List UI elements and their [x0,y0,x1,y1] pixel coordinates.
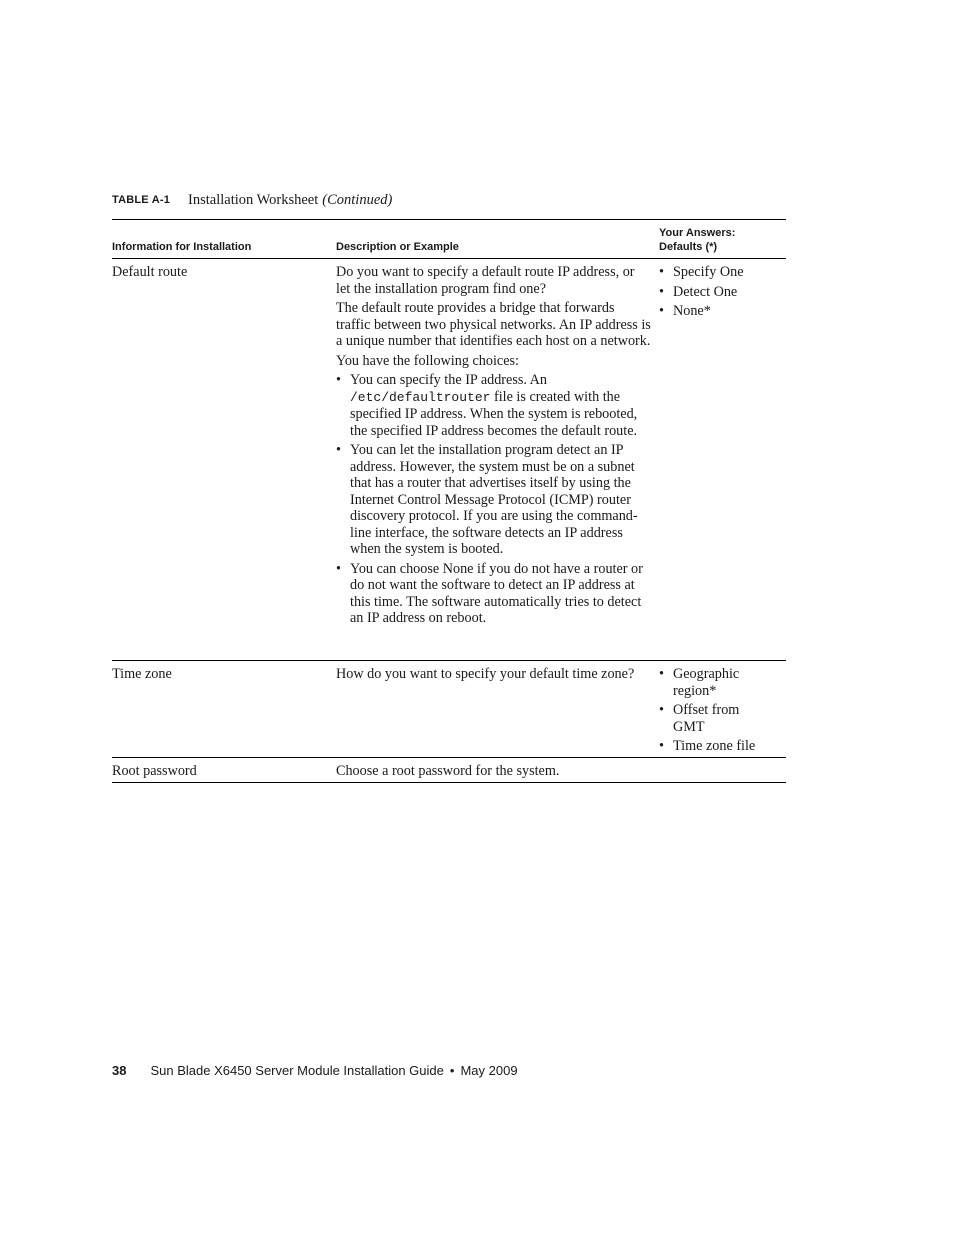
page-number: 38 [112,1063,127,1078]
answers-time-zone [659,666,774,758]
description-time-zone: How do you want to specify your default time zone? [336,666,635,682]
table-continued: (Continued) [322,192,393,208]
table-title: Installation Worksheet [188,192,319,208]
bullet-icon: • [336,560,341,577]
table-row-time-zone [112,661,786,758]
description-paragraph: You have the following choices: [336,352,519,369]
bullet-icon: • [336,372,341,388]
footer-separator: • [449,1063,455,1078]
answers-default-route [659,264,786,323]
installation-worksheet-table [112,219,786,783]
bullet-icon: • [659,303,664,319]
document-title: Sun Blade X6450 Server Module Installation Guide [150,1063,444,1078]
table-label: TABLE A-1 [112,194,171,206]
choice-text: file is created with the specified IP address. When the system is rebooted, the specified IP address becomes the default route. [350,388,638,439]
table-header-row [112,220,786,259]
header-answers-line2: Defaults (*) [659,241,718,253]
description-paragraph: Do you want to specify a default route IP address, or let the installation program find one? [336,264,635,297]
bullet-icon: • [659,283,664,300]
file-path: /etc/defaultrouter [350,389,491,405]
answer-option: • None* [659,303,711,319]
table-caption [112,191,392,211]
info-default-route: Default route [112,264,188,280]
choice-text: You can specify the IP address. An [350,372,548,388]
description-root-password: Choose a root password for the system. [336,763,560,779]
bullet-icon: • [659,738,664,754]
info-time-zone: Time zone [112,666,172,682]
info-root-password: Root password [112,763,197,779]
header-answers-line1: Your Answers: [659,227,736,239]
header-answers [659,226,786,254]
bullet-icon: • [336,442,341,458]
description-default-route [336,264,652,630]
choice-item [336,561,652,627]
answer-option: • Specify One [659,264,744,280]
answer-option: • Offset from GMT [659,702,740,735]
answer-option: • Geographic region* [659,666,740,699]
header-information: Information for Installation [112,241,252,253]
bullet-icon: • [659,666,664,682]
choice-item [336,442,652,558]
table-row-root-password [112,758,786,783]
bullet-icon: • [659,264,664,280]
bullet-icon: • [659,702,664,718]
document-date: May 2009 [460,1063,518,1078]
choice-item [336,372,652,439]
choice-text: You can let the installation program detect an IP address. However, the system must be on a subnet that has a router that advertises itself by using the Internet Control Message Protocol (ICMP) router discovery protocol. If you are using the command-line interface, the software detects an IP address when the system is booted. [350,442,638,557]
table-row-default-route [112,259,786,661]
description-paragraph: The default route provides a bridge that forwards traffic between two physical networks. An IP address is a unique number that identifies each host on a network. [336,300,651,349]
choice-text: You can choose None if you do not have a router or do not want the software to detect an IP address at this time. The software automatically tries to detect an IP address on reboot. [350,560,643,626]
page-footer [112,1063,518,1078]
header-description: Description or Example [336,241,459,253]
answer-option: • Time zone file [659,738,756,754]
answer-option: • Detect One [659,283,738,300]
